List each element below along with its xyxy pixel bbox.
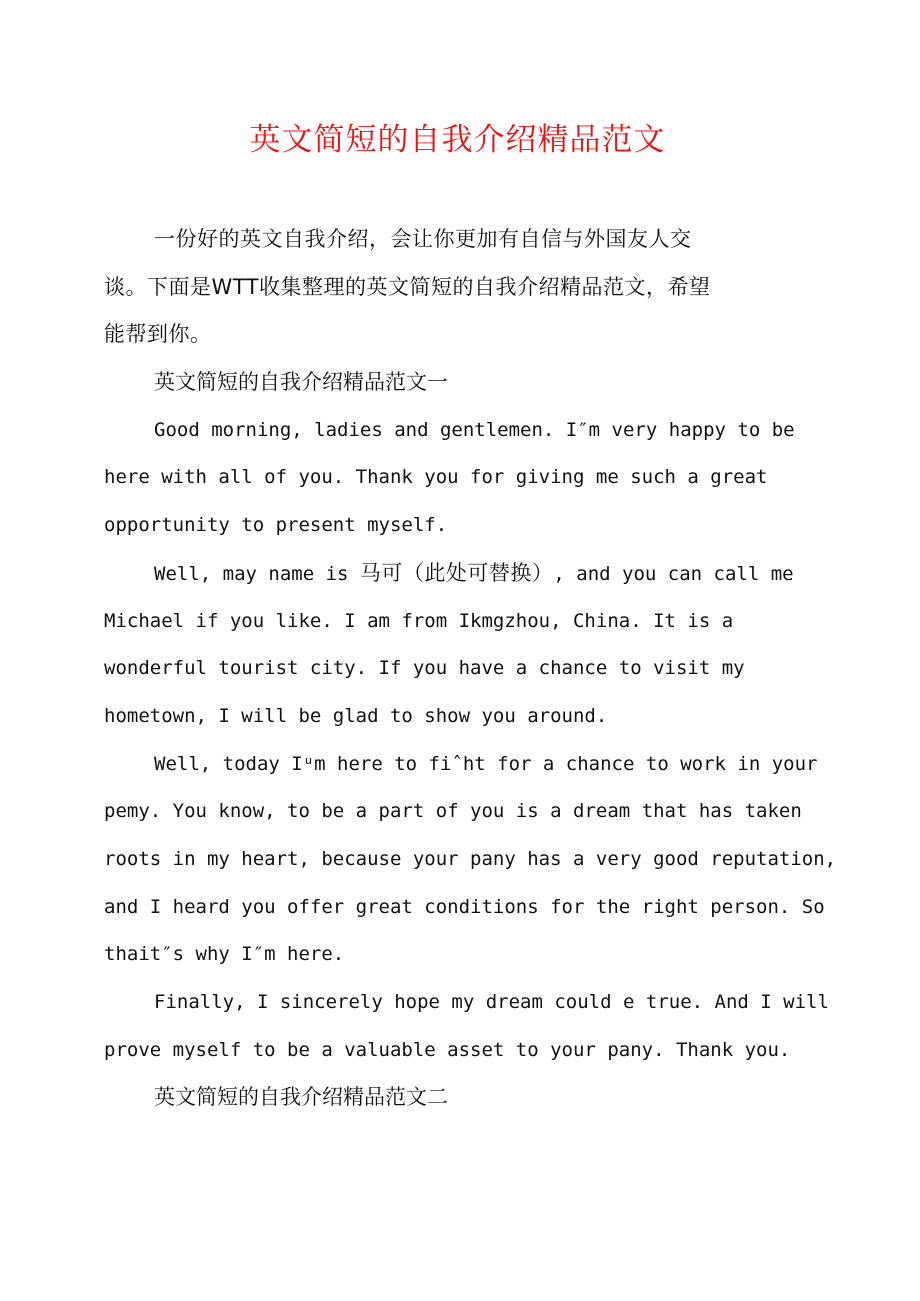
section-heading-2: 英文简短的自我介绍精品范文二 <box>154 1085 448 1110</box>
paragraph-text: , and you can call me <box>553 562 794 585</box>
paragraph-chinese-name: 马可（此处可替换） <box>359 560 554 585</box>
paragraph-line: here with all of you. Thank you for giving me such a great <box>104 466 768 489</box>
paragraph-line <box>104 550 804 598</box>
paragraph-motivation <box>104 741 837 979</box>
intro-paragraph <box>104 216 804 359</box>
paragraph-line: prove myself to be a valuable asset to your pany. Thank you. <box>104 1038 791 1061</box>
paragraph-text: Well, may name is <box>154 562 360 585</box>
paragraph-line: and I heard you offer great conditions for the right person. So <box>104 895 825 918</box>
paragraph-name <box>104 550 804 741</box>
paragraph-line: hometown, I will be glad to show you around. <box>104 704 608 727</box>
intro-line: 谈。下面是WTT收集整理的英文简短的自我介绍精品范文，希望 <box>104 274 711 299</box>
paragraph-line: thait″s why I″m here. <box>104 943 345 966</box>
document-body <box>104 216 837 1122</box>
paragraph-line: Well, today Iᵘm here to fiˆht for a chance to work in your <box>154 752 818 775</box>
paragraph-line: wonderful tourist city. If you have a chance to visit my <box>104 657 745 680</box>
paragraph-line: opportunity to present myself. <box>104 514 448 537</box>
section-heading-1: 英文简短的自我介绍精品范文一 <box>154 370 448 395</box>
paragraph-line: pemy. You know, to be a part of you is a dream that has taken <box>104 800 802 823</box>
paragraph-line: Good morning, ladies and gentlemen. I″m very happy to be <box>154 418 795 441</box>
paragraph-greeting <box>104 407 804 550</box>
paragraph-line: roots in my heart, because your pany has a very good reputation, <box>104 847 837 870</box>
intro-line: 能帮到你。 <box>104 322 212 347</box>
paragraph-line: Michael if you like. I am from Ikmgzhou, China. It is a <box>104 609 734 632</box>
paragraph-line: Finally, I sincerely hope my dream could e true. And I will <box>154 991 829 1013</box>
document-title: 英文简短的自我介绍精品范文 <box>249 122 666 158</box>
intro-line: 一份好的英文自我介绍，会让你更加有自信与外国友人交 <box>154 227 692 251</box>
paragraph-closing <box>104 979 829 1074</box>
